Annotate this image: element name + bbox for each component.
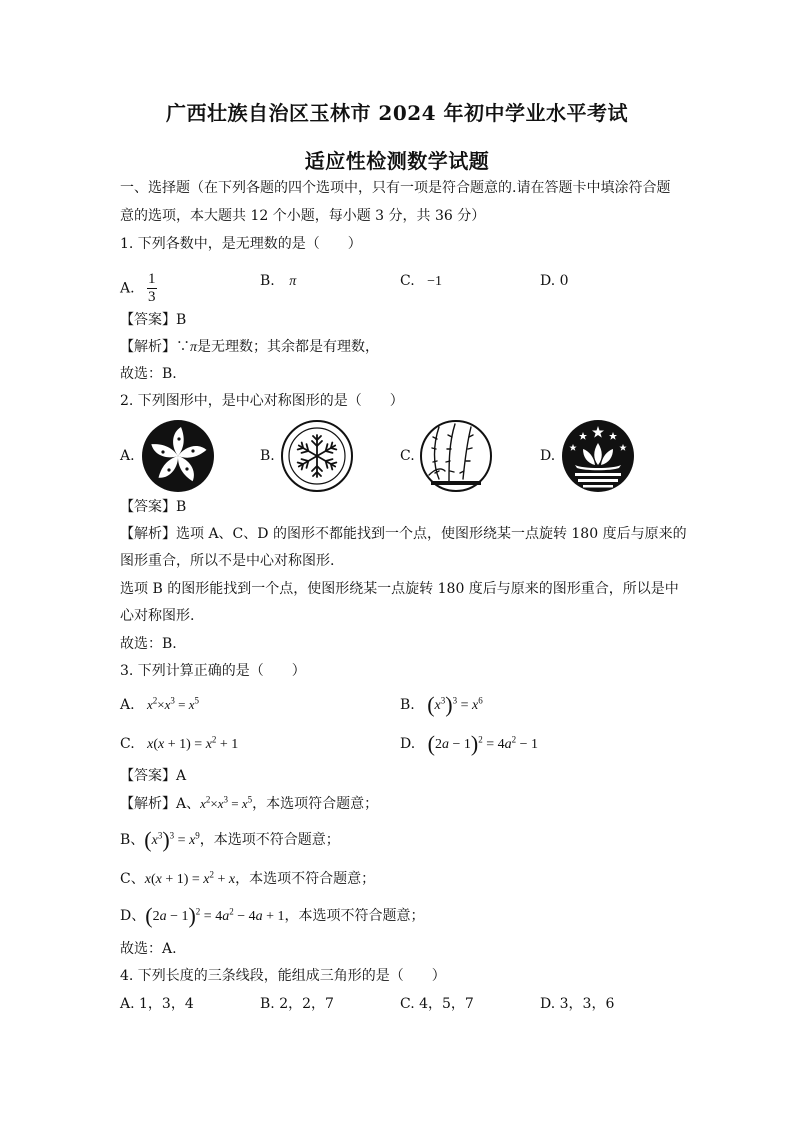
q1-option-b-value: π (289, 274, 297, 289)
q3-analysis-c-label: C、 (120, 871, 145, 887)
q2-option-d-label: D. (540, 448, 556, 464)
q3-analysis-c-note: ，本选项不符合题意； (235, 871, 376, 887)
q3-answer: 【答案】A (120, 768, 187, 784)
q1-analysis (120, 337, 379, 358)
q1-stem: 1. 下列各数中，是无理数的是（ ） (120, 236, 362, 252)
q2-stem: 2. 下列图形中，是中心对称图形的是（ ） (120, 393, 404, 409)
q3-option-d-expr: $(2a - 1)^2 = 4a^2 - 1$ (427, 731, 539, 756)
q3-option-c (120, 734, 238, 755)
willow-branches-icon (419, 419, 493, 493)
q3-option-c-label: C. (120, 736, 135, 752)
q3-option-b-expr: $(x^3)^3 = x^6$ (427, 692, 483, 717)
q1-analysis-pi: π (190, 340, 198, 355)
fraction-numerator: 1 (148, 271, 156, 287)
q3-analysis-b (120, 827, 340, 852)
q3-option-b (400, 692, 483, 717)
q3-option-c-expr: $x(x + 1) = x^2 + 1$ (147, 734, 239, 752)
section-intro-line2: 意的选项，本大题共 12 个小题，每小题 3 分，共 36 分） (120, 208, 486, 224)
q1-option-d: D. 0 (540, 273, 569, 289)
page-title: 广西壮族自治区玉林市 2024 年初中学业水平考试 (165, 101, 629, 125)
lotus-emblem-icon (561, 419, 635, 493)
q1-option-b-label: B. (260, 273, 275, 289)
q2-option-b-label: B. (260, 448, 275, 464)
q3-analysis-d-expr: $(2a - 1)^2 = 4a^2 - 4a + 1$ (145, 903, 285, 928)
q1-option-c (400, 271, 442, 292)
q1-option-c-label: C. (400, 273, 415, 289)
q3-analysis-a-note: ，本选项符合题意； (252, 796, 379, 812)
fraction-denominator: 3 (148, 289, 156, 305)
page-subtitle: 适应性检测数学试题 (304, 149, 490, 173)
q3-analysis-b-note: ，本选项不符合题意； (199, 832, 340, 848)
q1-option-a-label: A. (120, 280, 135, 297)
q3-option-b-label: B. (400, 697, 415, 713)
q3-stem: 3. 下列计算正确的是（ ） (120, 663, 306, 679)
q3-option-d-label: D. (400, 736, 416, 752)
q3-analysis-d-label: D、 (120, 908, 146, 924)
q3-analysis-lead: 【解析】A、 (120, 796, 201, 812)
q1-conclusion: 故选：B. (120, 366, 177, 382)
q1-answer: 【答案】B (120, 312, 187, 328)
q3-option-d (400, 731, 539, 756)
q3-analysis-b-label: B、 (120, 832, 145, 848)
q2-analysis-line4: 心对称图形. (120, 608, 195, 624)
q3-conclusion: 故选：A. (120, 941, 177, 957)
q4-option-c: C. 4，5，7 (400, 996, 474, 1012)
q2-analysis-line1: 【解析】选项 A、C、D 的图形不都能找到一个点，使图形绕某一点旋转 180 度后与原来的 (120, 526, 687, 542)
section-intro-line1: 一、选择题（在下列各题的四个选项中，只有一项是符合题意的.请在答题卡中填涂符合题 (120, 180, 671, 196)
bauhinia-emblem-icon (141, 419, 215, 493)
q3-analysis-d (120, 903, 425, 928)
q2-conclusion: 故选：B. (120, 636, 177, 652)
q2-option-c-label: C. (400, 448, 415, 464)
q2-answer: 【答案】B (120, 499, 187, 515)
q3-option-a-label: A. (120, 697, 135, 713)
q1-option-c-value: −1 (427, 274, 443, 289)
q3-analysis-a (120, 794, 378, 814)
q1-analysis-text: 是无理数；其余都是有理数， (197, 339, 380, 355)
q4-option-d: D. 3，3，6 (540, 996, 615, 1012)
q2-option-a-label: A. (120, 448, 135, 464)
q2-analysis-line3: 选项 B 的图形能找到一个点，使图形绕某一点旋转 180 度后与原来的图形重合，所以是中 (120, 581, 679, 597)
q3-analysis-d-note: ，本选项不符合题意； (284, 908, 425, 924)
q3-analysis-c (120, 869, 375, 890)
q1-analysis-prefix: 【解析】∵ (120, 339, 190, 355)
q3-option-a-expr: $x^2\times x^3 = x^5$ (147, 695, 200, 712)
q1-option-b (260, 271, 296, 292)
q3-option-a (120, 695, 199, 715)
q3-analysis-b-expr: $(x^3)^3 = x^9$ (144, 827, 200, 852)
q3-analysis-a-expr: $x^2\times x^3 = x^5$ (200, 794, 253, 811)
q1-option-a-fraction (147, 271, 157, 306)
snowflake-icon (280, 419, 354, 493)
q4-option-b: B. 2，2，7 (260, 996, 334, 1012)
q4-stem: 4. 下列长度的三条线段，能组成三角形的是（ ） (120, 968, 446, 984)
q3-analysis-c-expr: $x(x + 1) = x^2 + x$ (144, 869, 236, 887)
q1-option-a (120, 271, 157, 306)
q4-option-a: A. 1，3，4 (120, 996, 194, 1012)
q2-analysis-line2: 图形重合，所以不是中心对称图形. (120, 553, 335, 569)
